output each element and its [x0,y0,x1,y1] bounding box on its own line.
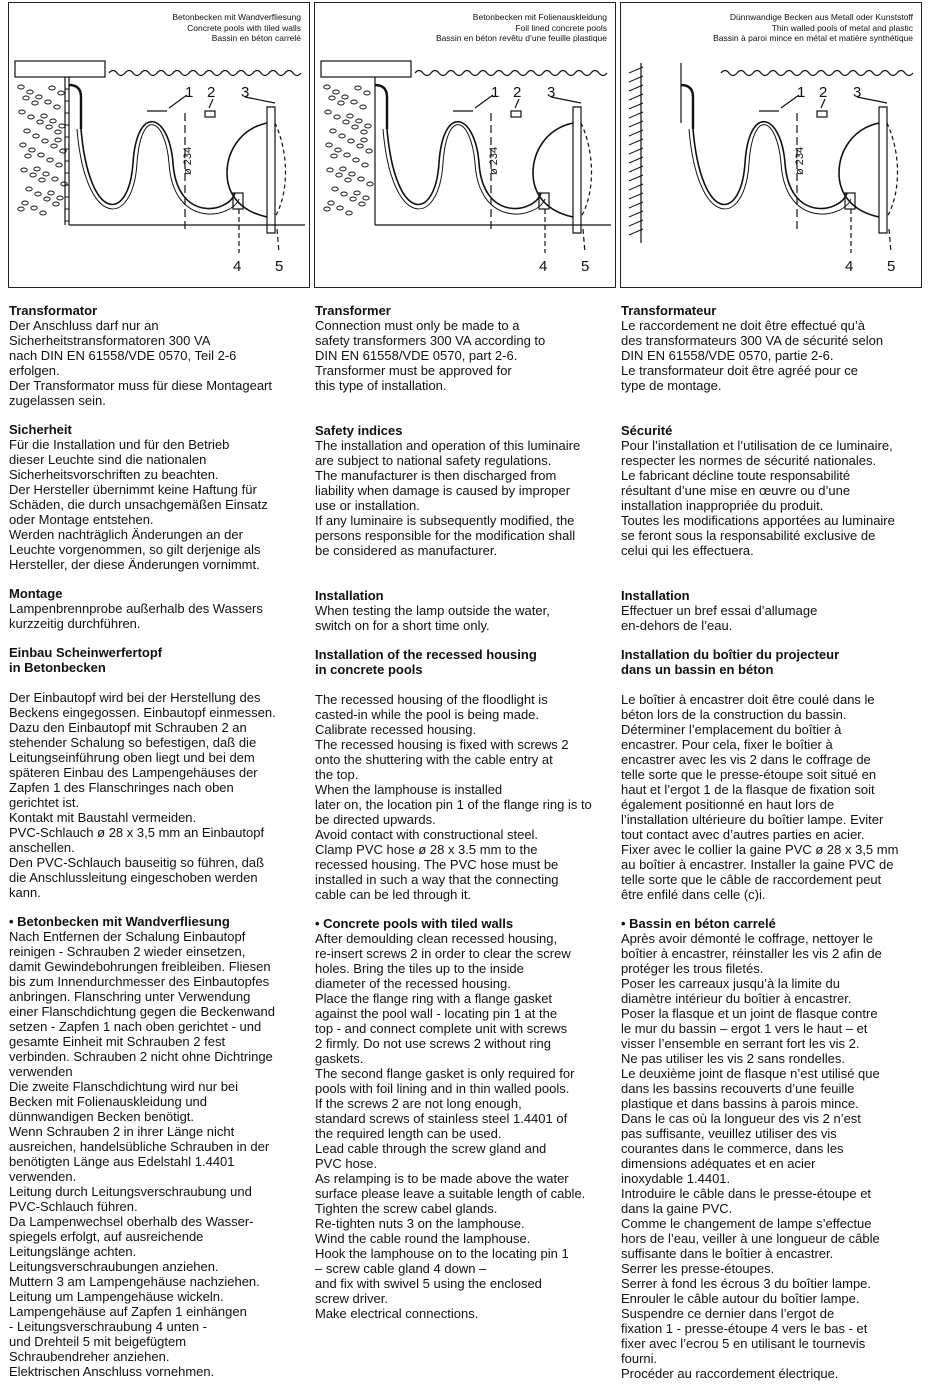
aggregate-stone [58,91,64,95]
section-heading: • Betonbecken mit Wandverfliesung [9,914,230,929]
aggregate-stone [28,115,34,119]
aggregate-stone [339,134,345,138]
aggregate-stone [330,129,336,133]
callout-4: 4 [233,258,242,275]
diagram-caption: Dünnwandige Becken aus Metall oder Kunststoff Thin walled pools of metal and plastic Bassin à paroi mince en métal et matière synthétique [713,12,913,43]
aggregate-stone [361,138,367,142]
flange-ring [267,107,275,233]
aggregate-stone [336,173,342,177]
aggregate-stone [55,138,61,142]
section-heading: Sécurité [621,423,673,438]
section-heading: • Bassin en béton carrelé [621,916,776,931]
aggregate-stone [23,96,29,100]
aggregate-stone [365,124,371,128]
column-english [315,303,615,1335]
aggregate-stone [335,148,341,152]
section-test [621,588,921,633]
aggregate-stone [325,110,331,114]
section-body: Für die Installation und für den Betrieb dieser Leuchte sind die nationalen Sicherheitsvorschriften zu beachten. Der Hersteller übernimmt keine Haftung für Schäden, die durch unsachgemäßen Einsatz oder Montage entstehen. Werden nachträglich Änderungen an der Leuchte vorgenommen, so gilt derjenige als Hersteller, der diese Änderungen vornimmt. [9,437,268,572]
leader-3 [551,97,581,103]
water-surface [415,71,607,76]
aggregate-stone [20,143,26,147]
aggregate-stone [22,201,28,205]
aggregate-stone [362,163,368,167]
callout-3: 3 [241,84,250,101]
section-transformer [621,303,921,393]
aggregate-stone [39,178,45,182]
section-body: Lampenbrennprobe außerhalb des Wassers kurzzeitig durchführen. [9,601,263,631]
callout-5: 5 [887,258,896,275]
section-heading: Sicherheit [9,422,72,437]
aggregate-stone [345,178,351,182]
aggregate-stone [33,134,39,138]
diagram-caption: Betonbecken mit Folienauskleidung Foil lined concrete pools Bassin en béton revêtu d’une feuille plastique [435,12,607,43]
pvc-hose [375,85,387,129]
section-body: Connection must only be made to a safety transformers 300 VA according to DIN EN 61558/VDE 0570, part 2-6. Transformer must be approved for this type of installation. [315,318,546,393]
aggregate-stone [337,206,343,210]
aggregate-stone [29,148,35,152]
section-heading: Einbau Scheinwerfertopf in Betonbecken [9,645,163,675]
lamp-front [275,123,286,217]
aggregate-stone [40,211,46,215]
aggregate-stone [356,119,362,123]
section-heading: Installation du boîtier du projecteur dans un bassin en béton [621,647,840,677]
aggregate-stone [349,172,355,176]
lamp-front [887,123,898,217]
leader-5 [583,229,585,253]
leader-5 [277,229,279,253]
section-test [9,586,309,631]
aggregate-stone [343,120,349,124]
flange-ring [879,107,887,233]
aggregate-stone [49,86,55,90]
leader-3 [857,97,887,103]
pvc-hose [69,85,81,129]
section-body: Après avoir démonté le coffrage, nettoyer le boîtier à encastrer, réinstaller les vis 2 afin de protéger les trous filetés. Poser les carreaux jusqu’à la limite du diamètre intérieur du boîtier à encastrer. Poser la flasque et un joint de flasque contre le mur du bassin – ergot 1 vers le haut – et visser l’ensemble en serrant fort les vis 2. Ne pas utiliser les vis 2 sans rondelles. Le deuxième joint de flasque n’est utilisé que dans les bassins recouverts d’une feuille plastique et dans bassins à parois mince. Dans le cas où la longueur des vis 2 n’est pas suffisante, veuillez utiliser des vis courantes dans le commerce, dans les dimensions adéquates et en acier inoxydable 1.4401. Introduire le câble dans le presse-étoupe et dans la gaine PVC. Comme le changement de lampe s’effectue hors de l’eau, veiller à une longueur de câble suffisante dans le boîtier à encastrer. Serrer les presse-étoupes. Serrer à fond les écrous 3 du boîtier lampe. Enrouler le câble autour du boîtier lampe. Suspendre ce dernier dans l’ergot de fixation 1 - presse-étoupe 4 vers le bas - et fixer avec l’ecrou 5 en utilisant le tournevis fourni. Procéder au raccordement électrique. [621,931,882,1381]
section-safety [9,422,309,572]
aggregate-stone [52,177,58,181]
aggregate-stone [360,105,366,109]
coiled-cable [77,125,239,214]
callout-1: 1 [797,84,806,101]
aggregate-stone [56,163,62,167]
diagram-caption: Betonbecken mit Wandverfliesung Concrete pools with tiled walls Bassin en béton carrelé [172,12,301,43]
section-body: Der Einbautopf wird bei der Herstellung des Beckens eingegossen. Einbautopf einmessen. Dazu den Einbautopf mit Schrauben 2 an stehender Schalung so befestigen, daß die Leitungseinführung oben liegt und bei dem späteren Einbau des Lampengehäuses der Zapfen 1 des Flanschringes nach oben gerichtet ist. Kontakt mit Baustahl vermeiden. PVC-Schlauch ø 28 x 3,5 mm an Einbautopf anschellen. Den PVC-Schlauch bauseitig so führen, daß die Anschlussleitung eingeschoben werden kann. [9,690,276,900]
column-french [621,303,921,1395]
section-transformer [315,303,615,393]
aggregate-stone [327,168,333,172]
aggregate-stone [361,130,367,134]
aggregate-stone [324,207,330,211]
aggregate-stone [38,153,44,157]
dimension-label: ø 234 [182,146,194,175]
dimension-label: ø 234 [488,146,500,175]
aggregate-stone [357,144,363,148]
aggregate-stone [45,100,51,104]
aggregate-stone [57,196,63,200]
coiled-cable [689,125,851,214]
callout-1: 1 [491,84,500,101]
diagram-panel-tiled [8,2,310,288]
aggregate-stone [44,197,50,201]
aggregate-stone [350,197,356,201]
aggregate-stone [34,167,40,171]
aggregate-stone [329,96,335,100]
section-heading: Transformator [9,303,98,318]
aggregate-stone [334,115,340,119]
section-heading: Installation [315,588,384,603]
section-body: Der Anschluss darf nur an Sicherheitstransformatoren 300 VA nach DIN EN 61558/VDE 0570, Teil 2-6 erfolgen. Der Transformator muss für diese Montageart zugelassen sein. [9,318,272,408]
section-body: The recessed housing of the floodlight is casted-in while the pool is being made. Calibrate recessed housing. The recessed housing is fixed with screws 2 onto the shuttering with the cable entry at the top. When the lamphouse is installed later on, the location pin 1 of the flange ring is to be directed upwards. Avoid contact with constructional steel. Clamp PVC hose ø 28 x 3.5 mm to the recessed housing. The PVC hose must be installed in such a way that the connecting cable can be led through it. [315,692,592,902]
section-body: Le boîtier à encastrer doit être coulé dans le béton lors de la construction du bassin. Déterminer l’emplacement du boîtier à encastrer. Pour cela, fixer le boîtier à encastrer avec les vis 2 dans le coffrage de telle sorte que le presse-étoupe soit situé en haut et l’ergot 1 de la flasque de fixation soit également positionné en haut lors de l’installation ultérieure du boîtier lampe. Eviter tout contact avec d’autres parties en acier. Fixer avec le collier la gaine PVC ø 28 x 3,5 mm au boîtier à encastrer. Installer la gaine PVC de telle sorte que le câble de raccordement peut être enfilé dans celle (c)i. [621,692,899,902]
aggregate-stone [18,85,24,89]
aggregate-stone [352,125,358,129]
pvc-hose [681,85,693,129]
aggregate-stone [338,101,344,105]
section-safety [315,423,615,558]
section-tiled-walls [9,914,309,1379]
aggregate-stone [24,129,30,133]
section-heading: Transformer [315,303,391,318]
leader-3 [245,97,275,103]
water-surface [721,71,913,76]
callout-4: 4 [845,258,854,275]
aggregate-stone [46,125,52,129]
aggregate-stone [36,95,42,99]
aggregate-stone [346,211,352,215]
column-german [9,303,309,1393]
lamp-front [581,123,592,217]
aggregate-stone [348,139,354,143]
aggregate-stone [53,202,59,206]
aggregate-stone [31,206,37,210]
aggregate-stone [358,177,364,181]
section-transformer [9,303,309,408]
diagram-panel-thin [620,2,922,288]
aggregate-stone [355,86,361,90]
aggregate-stone [351,100,357,104]
section-body: The installation and operation of this luminaire are subject to national safety regulations. The manufacturer is then discharged from liability when damage is caused by improper use or installation. If any luminaire is subsequently modified, the persons responsible for the modification shall be considered as manufacturer. [315,438,581,558]
aggregate-stone [340,167,346,171]
section-recessed-housing [621,647,921,902]
section-recessed-housing [315,647,615,902]
flange-ring [573,107,581,233]
aggregate-stone [37,120,43,124]
aggregate-stone [59,124,65,128]
aggregate-stone [41,114,47,118]
section-body: After demoulding clean recessed housing, re-insert screws 2 in order to clear the screw holes. Bring the tiles up to the inside diameter of the recessed housing. Place the flange ring with a flange gasket against the pool wall - locating pin 1 at the top - and connect complete unit with screws 2 firmly. Do not use screws 2 without ring gaskets. The second flange gasket is only required for pools with foil lining and in thin walled pools. If the screws 2 are not long enough, standard screws of stainless steel 1.4401 of the required length can be used. Lead cable through the screw gland and PVC hose. As relamping is to be made above the water surface please leave a suitable length of cable. Tighten the screw cabel glands. Re-tighten nuts 3 on the lamphouse. Wind the cable round the lamphouse. Hook the lamphouse on to the locating pin 1 – screw cable gland 4 down – and fix with swivel 5 using the enclosed screw driver. Make electrical connections. [315,931,586,1321]
installation-diagram [315,3,616,288]
callout-2: 2 [819,84,828,101]
section-heading: • Concrete pools with tiled walls [315,916,514,931]
aggregate-stone [324,85,330,89]
coiled-cable [81,122,235,209]
aggregate-stone [47,158,53,162]
section-safety [621,423,921,558]
aggregate-stone [30,173,36,177]
aggregate-stone [332,187,338,191]
aggregate-stone [42,139,48,143]
aggregate-stone [21,168,27,172]
location-pin-1 [205,111,215,117]
coiled-cable [693,122,847,209]
callout-5: 5 [581,258,590,275]
water-surface [109,71,301,76]
section-heading: Installation of the recessed housing in concrete pools [315,647,537,677]
aggregate-stone [344,153,350,157]
section-body: Le raccordement ne doit être effectué qu’à des transformateurs 300 VA de sécurité selon DIN EN 61558/VDE 0570, partie 2-6. Le transformateur doit être agréé pour ce type de montage. [621,318,884,393]
dimension-label: ø 234 [794,146,806,175]
aggregate-stone [48,191,54,195]
section-body: Effectuer un bref essai d’allumage en-dehors de l’eau. [621,603,818,633]
aggregate-stone [354,191,360,195]
aggregate-stone [18,207,24,211]
aggregate-stone [54,105,60,109]
location-pin-1 [817,111,827,117]
coiled-cable [387,122,541,209]
callout-2: 2 [207,84,216,101]
aggregate-stone [35,192,41,196]
callout-2: 2 [513,84,522,101]
callout-3: 3 [547,84,556,101]
aggregate-stone [19,110,25,114]
coiled-cable [383,125,545,214]
location-pin-1 [511,111,521,117]
aggregate-stone [26,187,32,191]
callout-3: 3 [853,84,862,101]
section-heading: Transformateur [621,303,717,318]
callout-5: 5 [275,258,284,275]
aggregate-stone [333,90,339,94]
section-recessed-housing [9,645,309,900]
installation-diagram [621,3,922,288]
aggregate-stone [363,196,369,200]
diagram-panel-foil [314,2,616,288]
section-body: Pour l’installation et l’utilisation de ce luminaire, respecter les normes de sécurité nationales. Le fabricant décline toute responsabilité résultant d’une mise en œuvre ou d’une installation inappropriée du produit. Toutes les modifications apportées au luminaire se feront sous la responsabilité exclusive de celui qui les effectuera. [621,438,895,558]
callout-4: 4 [539,258,548,275]
installation-diagram [9,3,310,288]
aggregate-stone [342,95,348,99]
aggregate-stone [331,154,337,158]
aggregate-stone [347,114,353,118]
aggregate-stone [341,192,347,196]
wall-coping [321,61,411,77]
aggregate-stone [55,130,61,134]
callout-1: 1 [185,84,194,101]
aggregate-stone [326,143,332,147]
leader-5 [889,229,891,253]
section-heading: Montage [9,586,63,601]
aggregate-stone [50,119,56,123]
section-test [315,588,615,633]
aggregate-stone [366,149,372,153]
aggregate-stone [359,202,365,206]
aggregate-stone [32,101,38,105]
section-body: Nach Entfernen der Schalung Einbautopf reinigen - Schrauben 2 wieder einsetzen, damit Gewindebohrungen freibleiben. Fliesen bis zum Innendurchmesser des Einbautopfes anbringen. Flanschring unter Verwendung einer Flanschdichtung gegen die Beckenwand setzen - Zapfen 1 nach oben gerichtet - und gesamte Einheit mit Schrauben 2 fest verbinden. Schrauben 2 nicht ohne Dichtringe verwenden Die zweite Flanschdichtung wird nur bei Becken mit Folienauskleidung und dünnwandigen Becken benötigt. Wenn Schrauben 2 in ihrer Länge nicht ausreichen, handelsübliche Schrauben in der benötigten Länge aus Edelstahl 1.4401 verwenden. Leitung durch Leitungsverschraubung und PVC-Schlauch führen. Da Lampenwechsel oberhalb des Wasser- spiegels erfolgt, auf ausreichende Leitungslänge achten. Leitungsverschraubungen anziehen. Muttern 3 am Lampengehäuse nachziehen. Leitung um Lampengehäuse wickeln. Lampengehäuse auf Zapfen 1 einhängen - Leitungsverschraubung 4 unten - und Drehteil 5 mit beigefügtem Schraubendreher anziehen. Elektrischen Anschluss vornehmen. [9,929,275,1379]
aggregate-stone [25,154,31,158]
section-heading: Safety indices [315,423,403,438]
aggregate-stone [27,90,33,94]
wall-coping [15,61,105,77]
aggregate-stone [328,201,334,205]
aggregate-stone [367,182,373,186]
aggregate-stone [353,158,359,162]
section-heading: Installation [621,588,690,603]
section-body: When testing the lamp outside the water, switch on for a short time only. [315,603,550,633]
section-tiled-walls [315,916,615,1321]
aggregate-stone [43,172,49,176]
aggregate-stone [364,91,370,95]
section-tiled-walls [621,916,921,1381]
aggregate-stone [51,144,57,148]
